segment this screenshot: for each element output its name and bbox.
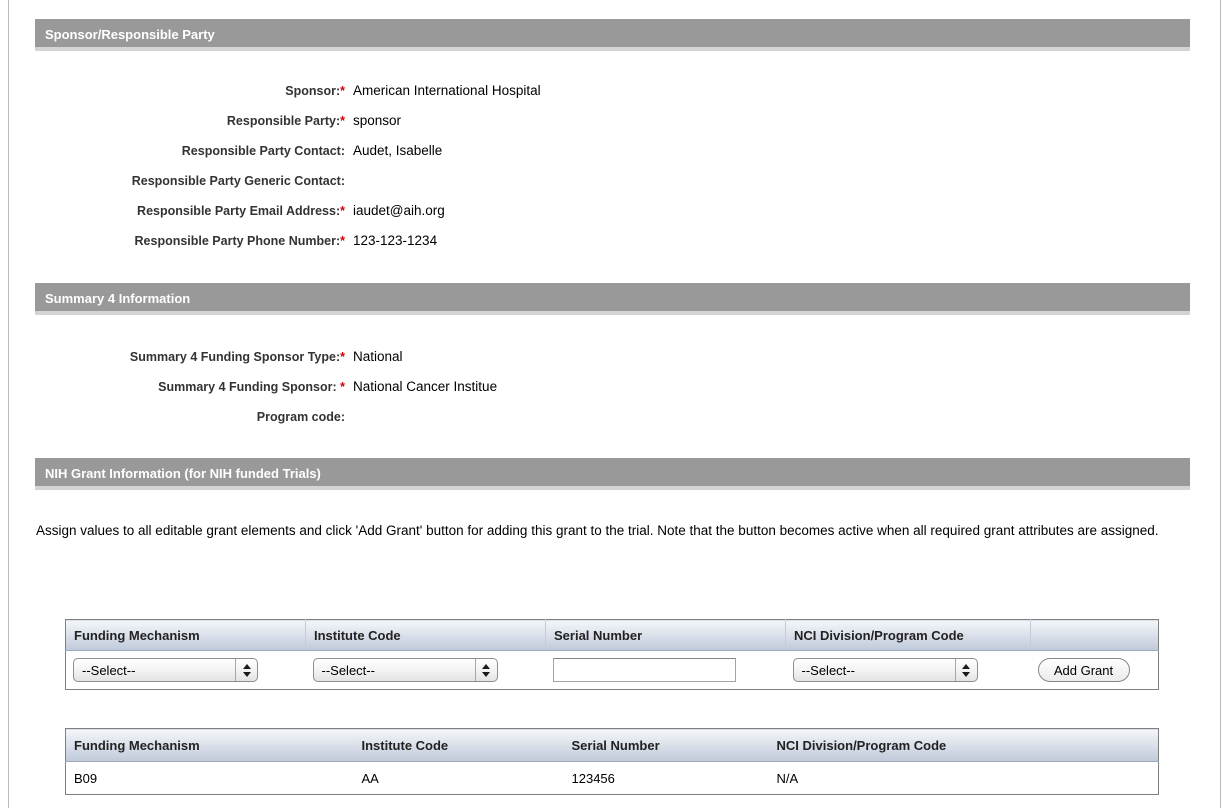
col-institute-code: Institute Code: [306, 620, 546, 651]
grant-list-table: [65, 728, 1159, 795]
selected-option: --Select--: [321, 662, 375, 678]
field-value: sponsor: [353, 113, 402, 128]
selected-option: --Select--: [801, 662, 855, 678]
grant-funding-mechanism: B09: [74, 770, 98, 786]
section-header-summary4: [35, 283, 1190, 315]
institute-code-select[interactable]: [313, 658, 498, 682]
field-row: [36, 372, 1176, 402]
required-asterisk: *: [340, 204, 345, 218]
field-row: [36, 76, 1176, 106]
field-row: [36, 106, 1176, 136]
col-funding-mechanism: Funding Mechanism: [66, 729, 354, 762]
grant-institute-code: AA: [361, 770, 379, 786]
col-serial-number: Serial Number: [546, 620, 786, 651]
field-label: Summary 4 Funding Sponsor Type:: [129, 350, 341, 364]
field-value: iaudet@aih.org: [353, 203, 445, 218]
required-asterisk: *: [340, 84, 345, 98]
field-value: National: [353, 349, 403, 364]
grant-entry-header-row: [66, 620, 1159, 651]
select-spinner-arrows-icon: [235, 659, 257, 681]
col-actions: [1031, 620, 1159, 651]
field-label: Responsible Party Contact:: [181, 144, 345, 158]
required-asterisk: *: [340, 234, 345, 248]
col-serial-number: Serial Number: [564, 729, 769, 762]
field-value: American International Hospital: [353, 83, 541, 98]
col-funding-mechanism: Funding Mechanism: [66, 620, 306, 651]
field-label: Sponsor:: [285, 84, 341, 98]
selected-option: --Select--: [82, 662, 136, 678]
field-row: [36, 226, 1176, 256]
content-frame: [8, 0, 1221, 808]
add-grant-button[interactable]: Add Grant: [1038, 658, 1130, 682]
grant-instructions: Assign values to all editable grant elements and click 'Add Grant' button for adding this grant to the trial. Note that the button becomes active when all required grant attributes are assigned.: [36, 523, 1159, 538]
field-label: Program code:: [256, 410, 345, 424]
field-row: [36, 196, 1176, 226]
field-label: Responsible Party Phone Number:: [134, 234, 341, 248]
field-label: Responsible Party:: [226, 114, 341, 128]
section-title: Summary 4 Information: [45, 291, 191, 306]
col-nci-division: NCI Division/Program Code: [786, 620, 1031, 651]
grant-row: [66, 762, 1159, 795]
grant-serial-number: 123456: [571, 770, 615, 786]
field-label: Responsible Party Generic Contact:: [131, 174, 345, 188]
grant-entry-input-row: [66, 651, 1159, 690]
select-spinner-arrows-icon: [475, 659, 497, 681]
field-label: Responsible Party Email Address:: [137, 204, 341, 218]
section-header-nih-grant: [35, 458, 1190, 490]
grant-nci-division: N/A: [776, 770, 799, 786]
grant-list-header-row: [66, 729, 1159, 762]
field-row: [36, 342, 1176, 372]
section-title: Sponsor/Responsible Party: [45, 27, 215, 42]
sponsor-fields: [36, 76, 1176, 256]
funding-mechanism-select[interactable]: [73, 658, 258, 682]
section-header-sponsor: [35, 19, 1190, 51]
select-spinner-arrows-icon: [955, 659, 977, 681]
required-asterisk: *: [340, 114, 345, 128]
field-value: 123-123-1234: [353, 233, 438, 248]
field-row: [36, 402, 1176, 432]
field-label: Summary 4 Funding Sponsor:: [158, 380, 337, 394]
field-value: National Cancer Institue: [353, 379, 498, 394]
field-row: [36, 166, 1176, 196]
summary4-fields: [36, 342, 1176, 432]
col-institute-code: Institute Code: [354, 729, 564, 762]
col-nci-division: NCI Division/Program Code: [769, 729, 1159, 762]
field-row: [36, 136, 1176, 166]
serial-number-input[interactable]: [553, 658, 736, 682]
required-asterisk: *: [340, 350, 345, 364]
grant-entry-table: [65, 619, 1159, 690]
section-title: NIH Grant Information (for NIH funded Trials): [45, 466, 321, 481]
required-asterisk: *: [336, 380, 345, 394]
nci-division-select[interactable]: [793, 658, 978, 682]
field-value: Audet, Isabelle: [353, 143, 443, 158]
